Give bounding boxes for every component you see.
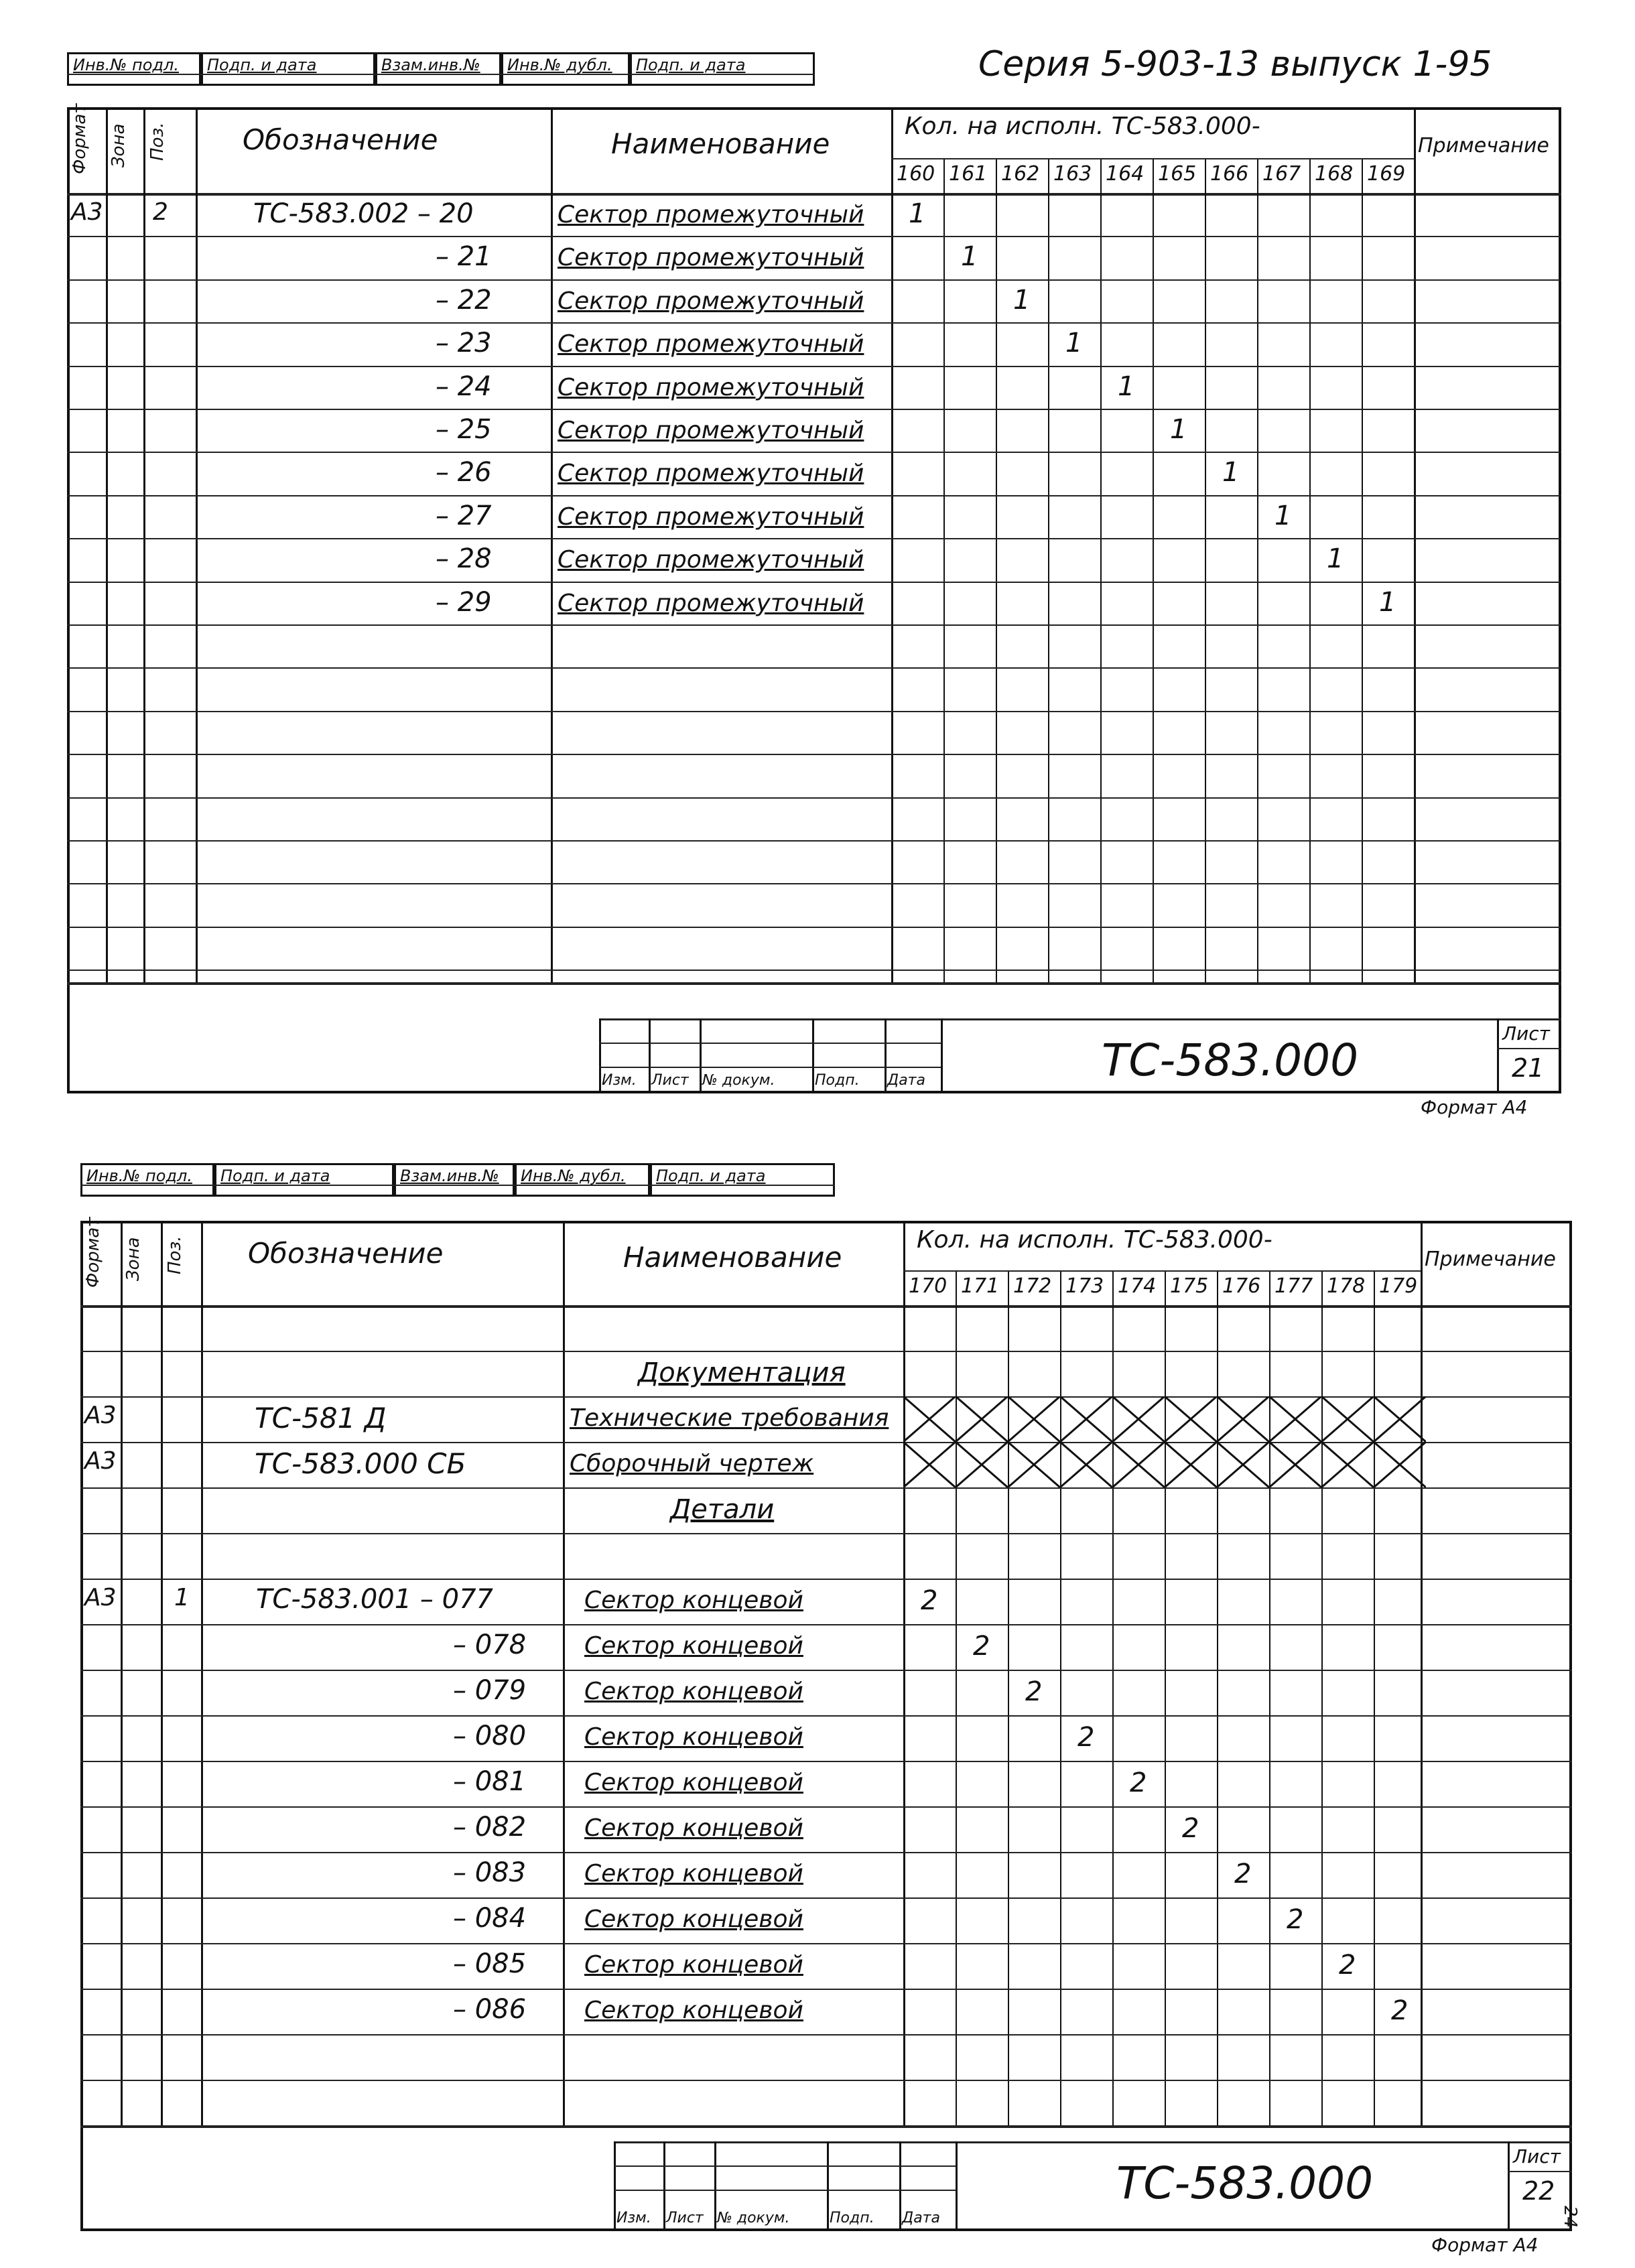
grid-line — [67, 279, 1561, 281]
format-label: Формат А4 — [1431, 2234, 1539, 2256]
grid-line — [650, 1185, 835, 1186]
header-designation: Обозначение — [243, 123, 438, 156]
stamp-box — [214, 1163, 394, 1197]
crossed-cell — [956, 1442, 1008, 1487]
grid-line — [630, 74, 815, 75]
document-code: ТС-583.000 — [1102, 1035, 1359, 1086]
grid-line — [80, 1806, 1572, 1808]
stamp-label: Подп. и дата — [220, 1166, 330, 1185]
cell-designation: – 078 — [453, 1629, 527, 1660]
cell-format: А3 — [71, 198, 103, 226]
grid-line — [1205, 158, 1206, 982]
cell-quantity: 1 — [1013, 284, 1031, 316]
cell-name: Сектор промежуточный — [558, 330, 864, 358]
cell-quantity: 1 — [961, 241, 978, 273]
title-block-label: Дата — [902, 2210, 940, 2226]
crossed-cell — [1060, 1396, 1112, 1442]
header-qty: Кол. на исполн. ТС-583.000- — [917, 1226, 1272, 1254]
grid-line — [394, 1185, 515, 1186]
grid-line — [67, 667, 1561, 669]
grid-line — [67, 927, 1561, 928]
stamp-label: Взам.инв.№ — [400, 1166, 499, 1185]
grid-line — [1497, 1018, 1499, 1093]
cell-designation: – 081 — [453, 1766, 527, 1797]
grid-line — [67, 754, 1561, 755]
cell-designation: – 29 — [436, 586, 492, 618]
stamp-label: Инв.№ дубл. — [521, 1166, 626, 1185]
cell-quantity: 2 — [1025, 1676, 1043, 1707]
cell-name: Сектор концевой — [584, 1769, 803, 1796]
variant-number: 164 — [1106, 162, 1144, 186]
crossed-cell — [1217, 1442, 1269, 1487]
cell-name: Сектор промежуточный — [558, 244, 864, 272]
crossed-cell — [1217, 1396, 1269, 1442]
cell-name: Сектор промежуточный — [558, 589, 864, 617]
grid-line — [67, 366, 1561, 367]
crossed-cell — [1374, 1442, 1426, 1487]
section-parts: Детали — [670, 1494, 775, 1525]
grid-line — [67, 797, 1561, 799]
header-pos: Поз. — [165, 1236, 185, 1274]
title-block-label: № докум. — [702, 1072, 775, 1089]
cell-quantity: 1 — [1327, 543, 1344, 575]
cell-quantity: 1 — [1170, 414, 1187, 445]
variant-number: 161 — [949, 162, 988, 186]
grid-line — [80, 1852, 1572, 1853]
cell-quantity: 2 — [1182, 1813, 1199, 1844]
cell-format: А3 — [84, 1402, 117, 1429]
grid-line — [501, 74, 630, 75]
grid-line — [891, 158, 1414, 159]
stamp-box — [201, 52, 375, 86]
stamp-label: Взам.инв.№ — [381, 56, 480, 74]
crossed-cell — [956, 1396, 1008, 1442]
cell-designation: – 080 — [453, 1721, 527, 1751]
cell-quantity: 1 — [1065, 328, 1083, 359]
cell-quantity: 2 — [1234, 1859, 1252, 1889]
sheet-label: Лист — [1502, 1022, 1550, 1045]
cell-name: Сектор промежуточный — [558, 503, 864, 531]
grid-line — [599, 1043, 941, 1044]
grid-line — [599, 1018, 601, 1093]
title-block-label: Изм. — [602, 1072, 637, 1089]
sheet-number: 21 — [1512, 1053, 1545, 1083]
cell-name: Сектор концевой — [584, 1678, 803, 1705]
variant-number: 162 — [1001, 162, 1040, 186]
variant-number: 171 — [961, 1274, 1000, 1298]
grid-line — [80, 1761, 1572, 1762]
cell-quantity: 2 — [1339, 1950, 1356, 1981]
grid-line — [903, 1270, 1421, 1272]
stamp-label: Инв.№ дубл. — [507, 56, 612, 74]
cell-name: Сектор концевой — [584, 1723, 803, 1751]
cell-designation: – 22 — [436, 284, 492, 316]
variant-number: 177 — [1274, 1274, 1313, 1298]
cell-designation: – 24 — [436, 371, 492, 402]
grid-line — [827, 2141, 829, 2231]
cell-designation: – 084 — [453, 1903, 527, 1934]
cell-name: Сектор концевой — [584, 1997, 803, 2024]
grid-line — [67, 982, 1561, 985]
cell-name: Сектор концевой — [584, 1814, 803, 1842]
crossed-cell — [1112, 1396, 1165, 1442]
title-block-label: Дата — [887, 1072, 925, 1089]
variant-number: 170 — [909, 1274, 947, 1298]
cell-designation: – 21 — [436, 241, 492, 273]
grid-line — [812, 1018, 814, 1093]
grid-line — [67, 970, 1561, 971]
header-qty: Кол. на исполн. ТС-583.000- — [905, 113, 1260, 140]
stamp-box — [515, 1163, 650, 1197]
format-label: Формат А4 — [1421, 1096, 1528, 1118]
cell-quantity: 2 — [973, 1631, 990, 1662]
variant-number: 174 — [1118, 1274, 1157, 1298]
grid-line — [885, 1018, 887, 1093]
stamp-label: Инв.№ подл. — [73, 56, 179, 74]
grid-line — [1309, 158, 1311, 982]
grid-line — [941, 1018, 943, 1093]
crossed-cell — [1060, 1442, 1112, 1487]
variant-number: 176 — [1222, 1274, 1261, 1298]
title-block-label: Лист — [651, 1072, 689, 1089]
section-documentation: Документация — [638, 1357, 846, 1388]
cell-quantity: 2 — [1130, 1767, 1147, 1798]
grid-line — [67, 624, 1561, 626]
grid-line — [1362, 158, 1363, 982]
grid-line — [614, 2190, 956, 2191]
grid-line — [614, 2165, 956, 2167]
stamp-box — [67, 52, 201, 86]
stamp-box — [80, 1163, 214, 1197]
grid-line — [80, 1579, 1572, 1580]
grid-line — [67, 711, 1561, 712]
crossed-cell — [903, 1396, 956, 1442]
grid-line — [201, 74, 375, 75]
grid-line — [1497, 1048, 1561, 1049]
grid-line — [67, 538, 1561, 539]
grid-line — [551, 107, 553, 982]
grid-line — [67, 883, 1561, 884]
grid-line — [80, 1487, 1572, 1489]
grid-line — [599, 1018, 1561, 1020]
grid-line — [1153, 158, 1154, 982]
header-zone: Зона — [123, 1237, 143, 1281]
cell-designation: ТС-583.001 – 077 — [256, 1584, 493, 1615]
grid-line — [1100, 158, 1102, 982]
cell-designation: – 085 — [453, 1948, 527, 1979]
cell-quantity: 1 — [1118, 371, 1135, 402]
grid-line — [67, 582, 1561, 583]
grid-line — [80, 1670, 1572, 1671]
grid-line — [649, 1018, 651, 1093]
grid-line — [196, 107, 198, 982]
cell-quantity: 1 — [1222, 457, 1240, 488]
cell-designation: – 25 — [436, 414, 492, 445]
crossed-cell — [1165, 1396, 1217, 1442]
grid-line — [67, 193, 1561, 196]
grid-line — [599, 1067, 941, 1068]
title-block-label: Лист — [666, 2210, 704, 2226]
grid-line — [956, 2141, 958, 2231]
cell-designation: ТС-583.000 СБ — [255, 1447, 466, 1480]
variant-number: 169 — [1367, 162, 1406, 186]
cell-designation: – 26 — [436, 457, 492, 488]
cell-name: Сектор промежуточный — [558, 373, 864, 401]
stamp-box — [501, 52, 630, 86]
series-header: Серия 5-903-13 выпуск 1-95 — [978, 44, 1492, 84]
cell-name: Сектор концевой — [584, 1587, 803, 1614]
crossed-cell — [1374, 1396, 1426, 1442]
stamp-label: Подп. и дата — [636, 56, 746, 74]
stamp-box — [650, 1163, 835, 1197]
cell-designation: – 23 — [436, 328, 492, 359]
variant-number: 168 — [1315, 162, 1354, 186]
grid-line — [1257, 158, 1258, 982]
grid-line — [614, 2141, 616, 2231]
grid-line — [80, 2034, 1572, 2036]
crossed-cell — [1008, 1442, 1060, 1487]
cell-designation: – 27 — [436, 500, 492, 531]
grid-line — [1048, 158, 1049, 982]
grid-line — [891, 107, 893, 982]
grid-line — [80, 1533, 1572, 1534]
header-designation: Обозначение — [248, 1237, 444, 1270]
cell-name: Сектор промежуточный — [558, 546, 864, 574]
header-note: Примечание — [1425, 1248, 1556, 1271]
grid-line — [214, 1185, 394, 1186]
variant-number: 175 — [1170, 1274, 1209, 1298]
crossed-cell — [1321, 1442, 1374, 1487]
grid-line — [899, 2141, 901, 2231]
grid-line — [80, 1943, 1572, 1944]
grid-line — [80, 2080, 1572, 2081]
title-block-label: Подп. — [830, 2210, 874, 2226]
margin-number: 24 — [1560, 2206, 1580, 2228]
grid-line — [80, 1351, 1572, 1352]
header-name: Наименование — [623, 1241, 842, 1274]
grid-line — [80, 1185, 214, 1186]
grid-line — [1508, 2171, 1572, 2172]
grid-line — [80, 1715, 1572, 1717]
cell-designation: – 082 — [453, 1812, 527, 1843]
crossed-cell — [1008, 1396, 1060, 1442]
crossed-cell — [1165, 1442, 1217, 1487]
stamp-label: Подп. и дата — [656, 1166, 766, 1185]
sheet-number: 22 — [1522, 2176, 1555, 2206]
grid-line — [614, 2141, 1572, 2143]
grid-line — [515, 1185, 650, 1186]
sheet-label: Лист — [1513, 2145, 1561, 2167]
cell-format: А3 — [84, 1447, 117, 1475]
header-format: Формат — [83, 1217, 103, 1288]
cell-name: Сектор промежуточный — [558, 460, 864, 488]
cell-name: Сектор концевой — [584, 1906, 803, 1933]
grid-line — [375, 74, 501, 75]
cell-designation: – 079 — [453, 1675, 527, 1706]
grid-line — [80, 2125, 1572, 2128]
variant-number: 167 — [1262, 162, 1301, 186]
grid-line — [80, 1305, 1572, 1308]
title-block-label: № докум. — [717, 2210, 790, 2226]
stamp-box — [394, 1163, 515, 1197]
header-name: Наименование — [611, 127, 830, 160]
header-pos: Поз. — [147, 122, 168, 161]
variant-number: 172 — [1013, 1274, 1052, 1298]
variant-number: 173 — [1065, 1274, 1104, 1298]
crossed-cell — [1321, 1396, 1374, 1442]
variant-number: 179 — [1379, 1274, 1418, 1298]
title-block-label: Подп. — [815, 1072, 860, 1089]
grid-line — [663, 2141, 665, 2231]
stamp-box — [375, 52, 501, 86]
cell-quantity: 2 — [1391, 1995, 1409, 2026]
header-zone: Зона — [109, 123, 129, 168]
variant-number: 160 — [897, 162, 935, 186]
cell-quantity: 2 — [1077, 1722, 1095, 1753]
cell-position: 1 — [174, 1584, 190, 1611]
cell-designation: – 083 — [453, 1857, 527, 1888]
header-note: Примечание — [1418, 134, 1549, 157]
variant-number: 178 — [1327, 1274, 1366, 1298]
stamp-box — [630, 52, 815, 86]
grid-line — [67, 322, 1561, 324]
grid-line — [106, 107, 108, 982]
cell-quantity: 1 — [1274, 500, 1292, 531]
crossed-cell — [1269, 1442, 1321, 1487]
cell-quantity: 1 — [1379, 586, 1396, 618]
cell-name: Сектор промежуточный — [558, 417, 864, 444]
grid-line — [67, 236, 1561, 237]
stamp-label: Инв.№ подл. — [86, 1166, 192, 1185]
grid-line — [1508, 2141, 1510, 2231]
grid-line — [80, 1989, 1572, 1990]
header-format: Формат — [70, 103, 90, 174]
variant-number: 165 — [1158, 162, 1197, 186]
variant-number: 166 — [1210, 162, 1249, 186]
grid-line — [700, 1018, 702, 1093]
cell-name: Сектор промежуточный — [558, 201, 864, 228]
grid-line — [80, 1897, 1572, 1899]
grid-line — [80, 1624, 1572, 1625]
grid-line — [1414, 107, 1416, 982]
cell-name: Сборочный чертеж — [570, 1450, 814, 1477]
cell-designation: – 28 — [436, 543, 492, 575]
grid-line — [996, 158, 997, 982]
grid-line — [67, 74, 201, 75]
cell-designation: – 086 — [453, 1994, 527, 2025]
grid-line — [943, 158, 945, 982]
crossed-cell — [1112, 1442, 1165, 1487]
cell-designation: ТС-583.002 – 20 — [253, 198, 474, 229]
grid-line — [714, 2141, 716, 2231]
crossed-cell — [1269, 1396, 1321, 1442]
grid-line — [67, 495, 1561, 496]
grid-line — [143, 107, 145, 982]
grid-line — [67, 452, 1561, 453]
title-block-label: Изм. — [616, 2210, 651, 2226]
cell-name: Сектор концевой — [584, 1860, 803, 1887]
cell-quantity: 1 — [909, 198, 926, 229]
stamp-label: Подп. и дата — [207, 56, 317, 74]
document-code: ТС-583.000 — [1116, 2157, 1374, 2209]
variant-number: 163 — [1053, 162, 1092, 186]
grid-line — [67, 840, 1561, 842]
cell-designation: ТС-581 Д — [255, 1402, 387, 1435]
grid-line — [67, 409, 1561, 410]
cell-quantity: 2 — [1287, 1904, 1304, 1935]
cell-name: Сектор концевой — [584, 1632, 803, 1660]
cell-name: Сектор концевой — [584, 1951, 803, 1979]
cell-position: 2 — [153, 198, 168, 226]
cell-quantity: 2 — [921, 1585, 938, 1616]
cell-name: Технические требования — [570, 1404, 889, 1432]
cell-format: А3 — [84, 1584, 117, 1611]
cell-name: Сектор промежуточный — [558, 287, 864, 315]
crossed-cell — [903, 1442, 956, 1487]
